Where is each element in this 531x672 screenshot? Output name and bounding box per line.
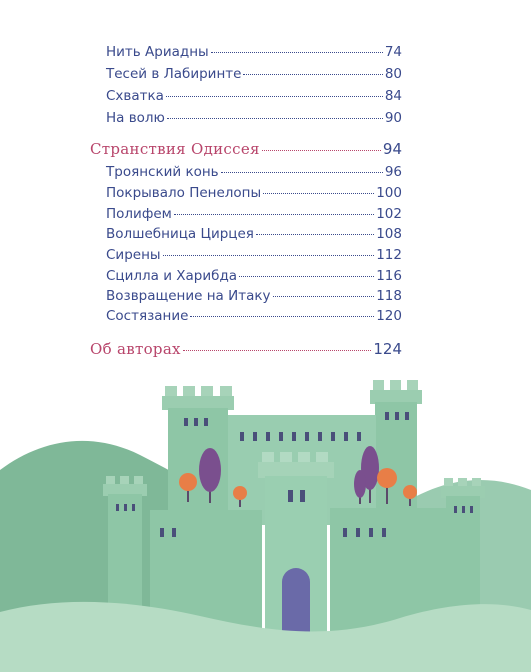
- toc-entry-page: 112: [376, 247, 402, 263]
- dot-leader: [221, 171, 383, 173]
- toc-entry-page: 100: [376, 185, 402, 201]
- toc-entry-page: 96: [384, 164, 402, 180]
- dot-leader: [262, 149, 381, 151]
- dot-leader: [190, 315, 374, 317]
- dot-leader: [243, 73, 382, 75]
- castle-tower-small-left: [103, 476, 147, 614]
- toc-entry[interactable]: [106, 247, 402, 263]
- toc-entry[interactable]: [106, 164, 402, 180]
- toc-entry-title: Сцилла и Харибда: [106, 268, 238, 284]
- toc-entry-title: Сирены: [106, 247, 161, 263]
- dot-leader: [166, 95, 383, 97]
- toc-entry-title: Возвращение на Итаку: [106, 288, 271, 304]
- toc-entry[interactable]: [106, 185, 402, 201]
- toc-section-title: Странствия Одиссея: [90, 140, 260, 158]
- toc-entry-title: Тесей в Лабиринте: [106, 66, 242, 82]
- dot-leader: [263, 192, 374, 194]
- toc-entry-page: 74: [384, 44, 402, 60]
- dot-leader: [163, 254, 375, 256]
- dot-leader: [167, 117, 383, 119]
- toc-entry-title: Нить Ариадны: [106, 44, 209, 60]
- toc-section-page: 124: [373, 340, 402, 358]
- toc-entry-page: 118: [376, 288, 402, 304]
- dot-leader: [273, 295, 375, 297]
- toc-section-page: 94: [382, 140, 402, 158]
- toc-entry-page: 90: [384, 110, 402, 126]
- toc-entry-page: 84: [384, 88, 402, 104]
- toc-entry-page: 108: [376, 226, 402, 242]
- castle-gate: [282, 568, 310, 632]
- toc-entry-page: 102: [376, 206, 402, 222]
- toc-section-title: Об авторах: [90, 340, 181, 358]
- toc-entry-page: 116: [376, 268, 402, 284]
- toc-entry[interactable]: [106, 66, 402, 82]
- dot-leader: [211, 51, 383, 53]
- toc-entry-page: 80: [384, 66, 402, 82]
- toc-entry[interactable]: [106, 110, 402, 126]
- toc-entry-title: Схватка: [106, 88, 164, 104]
- dot-leader: [256, 233, 374, 235]
- toc-entry[interactable]: [106, 206, 402, 222]
- toc-section-odyssey[interactable]: [90, 140, 402, 158]
- toc-entry-title: На волю: [106, 110, 165, 126]
- dot-leader: [239, 275, 374, 277]
- toc-entry[interactable]: [106, 88, 402, 104]
- toc-entry-title: Состязание: [106, 308, 189, 324]
- toc-entry-title: Покрывало Пенелопы: [106, 185, 262, 201]
- castle-gate-tower: [258, 452, 334, 646]
- toc-entry[interactable]: [106, 288, 402, 304]
- toc-entry[interactable]: [106, 226, 402, 242]
- toc-entry-title: Троянский конь: [106, 164, 219, 180]
- dot-leader: [174, 213, 374, 215]
- toc-section-authors[interactable]: [90, 340, 402, 358]
- toc-entry[interactable]: [106, 308, 402, 324]
- castle-tower-left: [162, 386, 234, 528]
- toc-entry-title: Волшебница Цирцея: [106, 226, 254, 242]
- toc-entry[interactable]: [106, 44, 402, 60]
- castle-illustration: [0, 370, 531, 672]
- toc-entry-title: Полифем: [106, 206, 172, 222]
- toc-entry-page: 120: [376, 308, 402, 324]
- dot-leader: [183, 349, 372, 351]
- toc-entry[interactable]: [106, 268, 402, 284]
